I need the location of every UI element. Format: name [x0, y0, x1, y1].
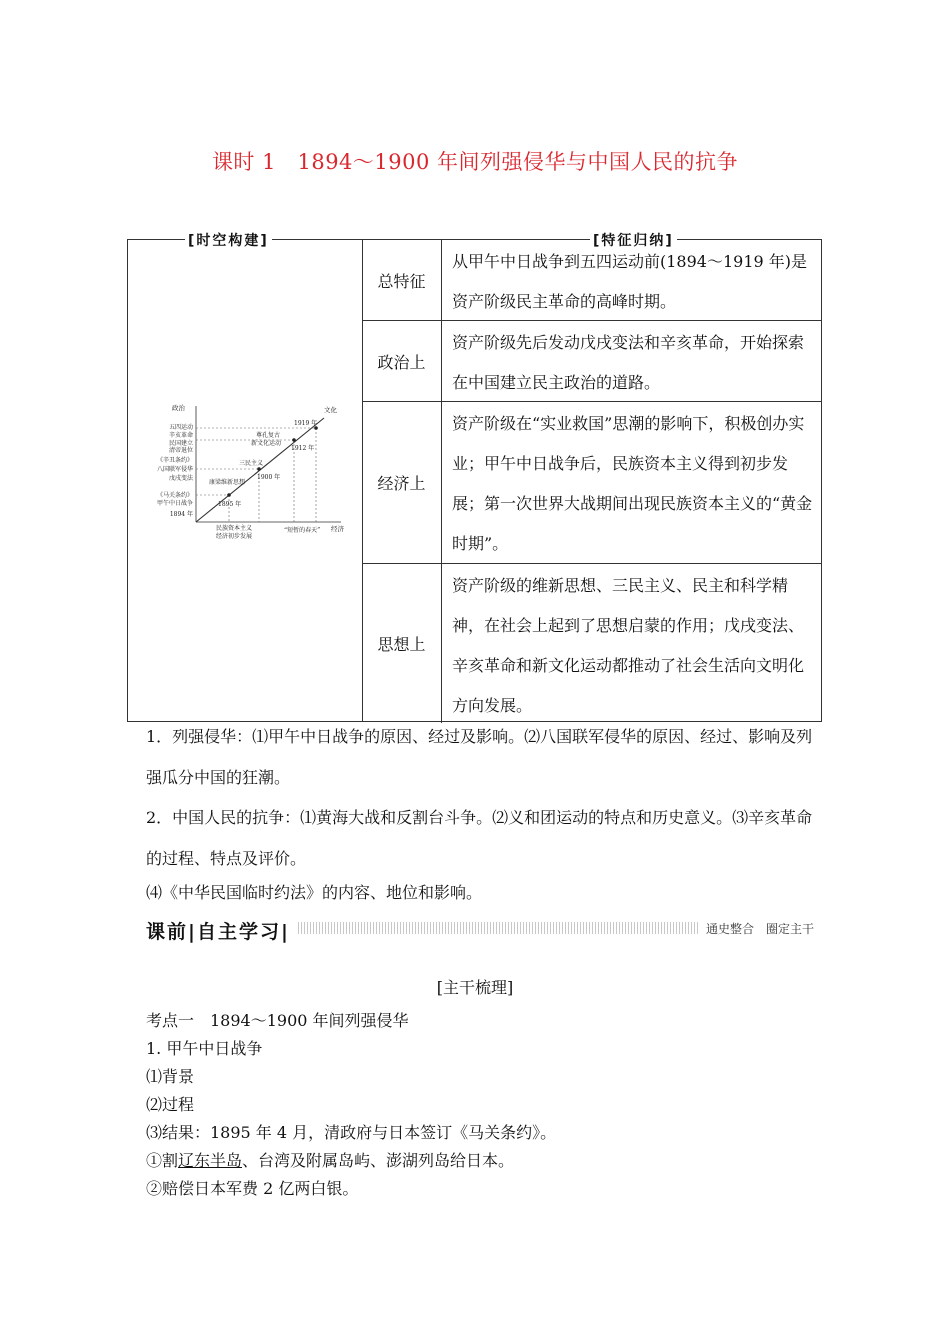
point-label: 1919 年: [294, 420, 318, 427]
thought-label: 尊孔复古: [256, 432, 281, 439]
left-label: 戊戌变法: [168, 475, 193, 482]
overview-frame: [127, 233, 822, 722]
row-label: 经济上: [362, 402, 442, 563]
axis-politics: 政治: [172, 404, 185, 412]
thought-label: 三民主义: [239, 460, 264, 467]
outline-sub: ⑴背景: [146, 1067, 195, 1086]
objective-1: 1．列强侵华：⑴甲午中日战争的原因、经过及影响。⑵八国联军侵华的原因、经过、影响及列强瓜分中国的狂潮。: [146, 727, 813, 787]
row-text: 资产阶级的维新思想、三民主义、民主和科学精神，在社会上起到了思想启蒙的作用；戊戌变法、辛亥革命和新文化运动都推动了社会生活向文明化方向发展。: [452, 576, 805, 715]
left-label: 八国联军侵华: [156, 466, 193, 473]
row-label: 总特征: [362, 240, 442, 320]
table-row: [362, 240, 821, 321]
row-text: 资产阶级在“实业救国”思潮的影响下，积极创办实业；甲午中日战争后，民族资本主义得到初步发展；第一次世界大战期间出现民族资本主义的“黄金时期”。: [452, 414, 813, 553]
left-label: 辛亥革命: [168, 432, 193, 439]
outline-sub: ⑵过程: [146, 1095, 195, 1114]
timeline-diagram: [136, 400, 354, 540]
outline-sub: ⑶结果：1895 年 4 月，清政府与日本签订《马关条约》。: [146, 1123, 557, 1142]
bottom-label: 经济初步发展: [216, 533, 253, 540]
timeline-panel: [128, 240, 363, 721]
left-label: 甲午中日战争: [156, 500, 193, 507]
left-label: 五四运动: [168, 424, 193, 431]
point-label: 1912 年: [291, 445, 315, 452]
row-text: 从甲午中日战争到五四运动前(1894～1919 年)是资产阶级民主革命的高峰时期。: [452, 252, 808, 311]
left-label: 《辛丑条约》: [156, 457, 193, 464]
table-row: [362, 402, 821, 564]
features-header: [特征归纳]: [590, 230, 677, 250]
page-title: 课时 1 1894～1900 年间列强侵华与中国人民的抗争: [211, 150, 739, 174]
left-label: 清帝退位: [168, 447, 193, 454]
objective-3: ⑷《中华民国临时约法》的内容、地位和影响。: [146, 883, 483, 902]
outline-clause: ②赔偿日本军费 2 亿两白银。: [146, 1179, 359, 1198]
point-label: 1900 年: [257, 474, 281, 481]
left-label: 《马关条约》: [156, 492, 193, 499]
timespace-header: [时空构建]: [185, 230, 272, 250]
objective-2: 2．中国人民的抗争：⑴黄海大战和反割台斗争。⑵义和团运动的特点和历史意义。⑶辛亥革命的过程、特点及评价。: [146, 808, 813, 868]
banner-subtitle: 通史整合 圈定主干: [700, 920, 814, 937]
clause-suffix: 、台湾及附属岛屿、澎湖列岛给日本。: [242, 1151, 515, 1170]
axis-culture: 文化: [324, 406, 337, 414]
clause-prefix: ①割: [146, 1151, 179, 1170]
axis-economy: 经济: [331, 525, 344, 533]
section-banner: [146, 917, 814, 943]
banner-title: 课前|自主学习|: [146, 917, 296, 944]
features-table: [362, 240, 821, 723]
thought-label: 康梁维新思想: [209, 479, 246, 486]
row-text: 资产阶级先后发动戊戌变法和辛亥革命，开始探索在中国建立民主政治的道路。: [452, 333, 805, 392]
row-label: 政治上: [362, 321, 442, 401]
table-row: [362, 321, 821, 402]
row-label: 思想上: [362, 564, 442, 723]
table-row: [362, 564, 821, 723]
outline-point: 考点一 1894～1900 年间列强侵华: [146, 1011, 409, 1030]
bottom-label: 民族资本主义: [216, 525, 253, 532]
left-label: 1894 年: [169, 511, 193, 518]
left-label: 民国建立: [168, 440, 193, 447]
thought-label: 新文化运动: [251, 440, 282, 447]
bottom-label: “短暂的春天”: [284, 527, 321, 534]
outline-item: 1. 甲午中日战争: [146, 1039, 263, 1058]
point-label: 1895 年: [218, 501, 242, 508]
clause-underline: 辽东半岛: [178, 1151, 243, 1170]
outline-clause: [146, 1148, 514, 1171]
section-title: [主干梳理]: [436, 978, 514, 997]
